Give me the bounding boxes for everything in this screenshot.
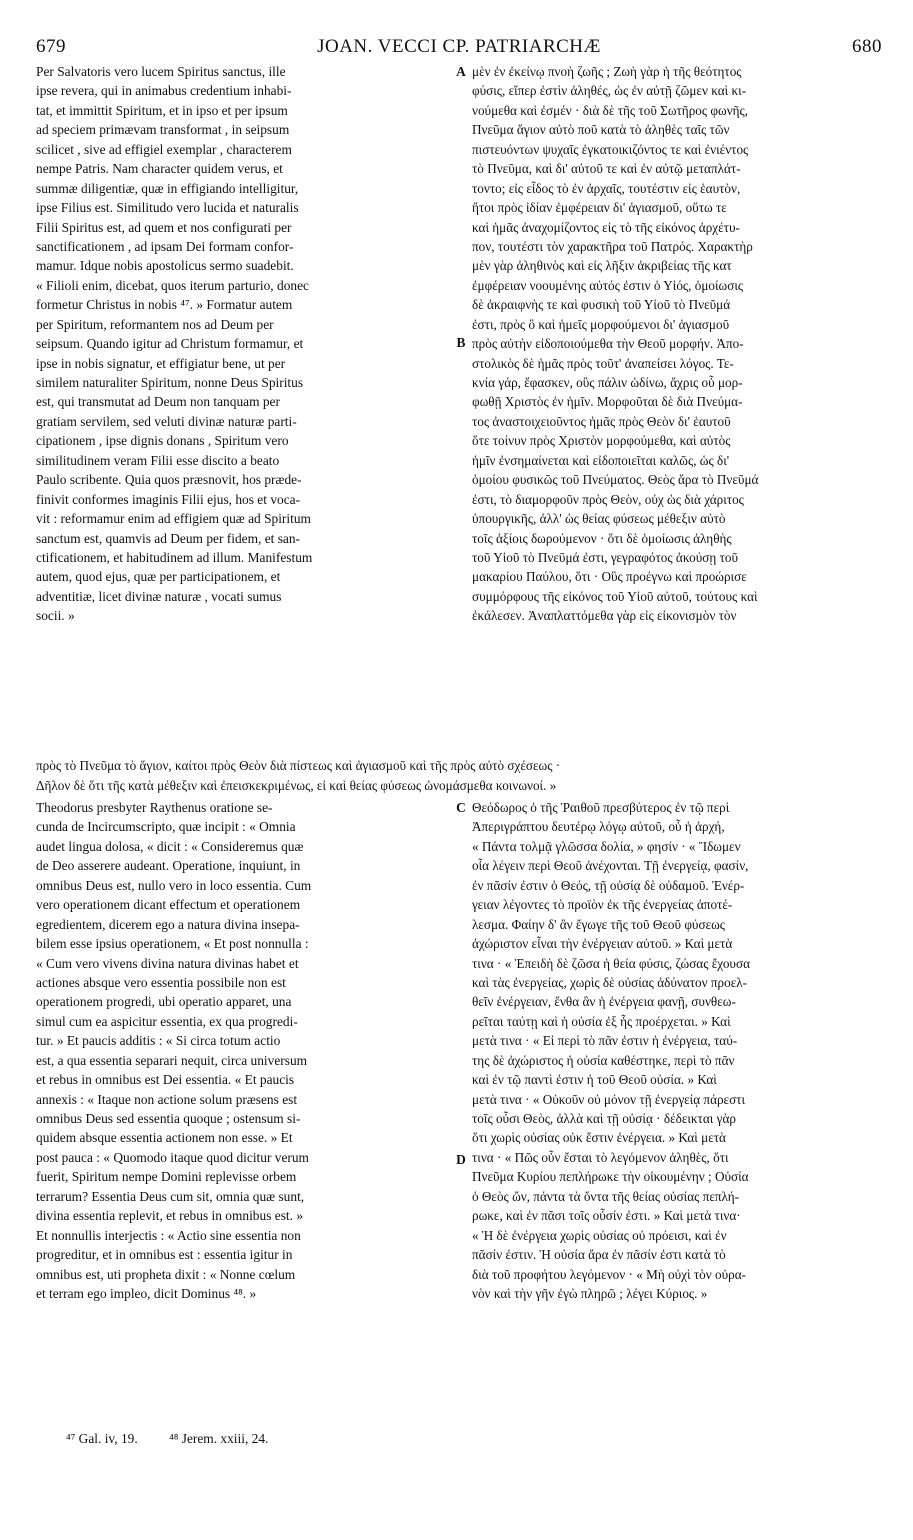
latin-column-bottom: [36, 798, 454, 1303]
text-line: πρὸς αὐτὴν εἰδοποιούμεθα τὴν Θεοῦ μορφήν. Ἀπο-: [472, 336, 744, 352]
footnote-48: ⁴⁸ Jerem. xxiii, 24.: [169, 1431, 269, 1446]
text-line: καὶ τὰς ἐνεργείας, χωρὶς δὲ οὐσίας ἀδύνατον προελ-: [472, 974, 748, 990]
text-line: scilicet , sive ad effigiel exemplar , characterem: [36, 141, 292, 157]
text-line: ὁμοίου φυσικῶς τοῦ Πνεύματος. Θεὸς ἄρα τὸ Πνεῦμά: [472, 472, 759, 488]
text-line: της δὲ ἀχώριστος ἡ οὐσία καθέστηκε, περὶ τὸ πᾶν: [472, 1052, 735, 1068]
text-line: πᾶσίν ἐστιν. Ἡ οὐσία ἄρα ἐν πᾶσίν ἐστι κατὰ τὸ: [472, 1247, 726, 1263]
text-line: στολικὸς δὲ ἡμᾶς πρὸς τοῦτ' ἀναπείσει λόγος. Τε-: [472, 355, 734, 371]
text-line: Πνεῦμα Κυρίου πεπλήρωκε τὴν οἰκουμένην ; Οὐσία: [472, 1169, 749, 1185]
text-line: omnibus Deus est, nullo vero in loco essentia. Cum: [36, 877, 312, 893]
text-line: Theodorus presbyter Raythenus oratione se-: [36, 800, 273, 815]
text-line: cipationem , ipse dignis donans , Spiritum vero: [36, 433, 289, 449]
text-line: est, qui transmutat ad Deum non tanquam per: [36, 394, 280, 410]
text-line: et rebus in omnibus est Dei essentia. « Et paucis: [36, 1072, 295, 1088]
section-marker-d: D: [456, 1152, 466, 1167]
text-line: terrarum? Essentia Deus cum sit, omnia quæ sunt,: [36, 1188, 305, 1204]
text-line: μὲν γὰρ ἀληθινὸς καὶ εἰς λῆξιν ἀκριβείας τῆς κατ: [472, 258, 732, 274]
text-line: ἐστι, πρὸς ὃ καὶ ἡμεῖς μορφούμενοι δι' ἁγιασμοῦ: [472, 316, 730, 332]
text-line: τινα · « Ἐπειδὴ δὲ ζῶσα ἡ θεία φύσις, ζώσας ἔχουσα: [472, 955, 750, 971]
text-line: καὶ ἐν τῷ παντὶ ἐστιν ἡ τοῦ Θεοῦ οὐσία. » Καὶ: [472, 1072, 717, 1088]
text-line: τος ἀναστοιχειοῦντος ἡμᾶς πρὸς Θεὸν δι' ἑαυτοῦ: [472, 413, 731, 429]
page-number-right: 680: [852, 36, 882, 57]
text-line: ἀχώριστον εἶναι τὴν ἐνέργειαν αὐτοῦ. » Καὶ μετὰ: [472, 936, 733, 952]
section-marker-b: B: [456, 335, 466, 350]
text-line: ipse Filius est. Similitudo vero lucida et naturalis: [36, 200, 299, 216]
text-line: μὲν ἐν ἐκείνῳ πνοὴ ζωῆς ; Ζωὴ γὰρ ἡ τῆς θεότητος: [472, 64, 742, 79]
text-line: θεῖν ἐνέργειαν, ἔνθα ἂν ἡ ἐνέργεια φανῇ, συνθεω-: [472, 994, 736, 1010]
text-line: fuerit, Spiritum nempe Domini replevisse orbem: [36, 1169, 297, 1185]
text-line: divina essentia replevit, et rebus in omnibus est. »: [36, 1208, 304, 1224]
text-line: nempe Patris. Nam character quidem verus, et: [36, 161, 283, 177]
text-line: ἐμφέρειαν νοουμένης αὐτός ἐστιν ὁ Υἱός, ὁμοίωσις: [472, 277, 744, 293]
text-line: post pauca : « Quomodo itaque quod dicitur verum: [36, 1149, 309, 1165]
page-number-left: 679: [36, 36, 66, 57]
latin-column-top: [36, 62, 454, 626]
text-line: et terram ego impleo, dicit Dominus ⁴⁸. »: [36, 1285, 257, 1301]
text-line: τοντο; εἰς εἶδος τὸ ἐν ἀρχαῖς, τουτέστιν εἰς ἑαυτὸν,: [472, 180, 741, 196]
text-line: Πνεῦμα ἅγιον αὐτὸ ποῦ κατὰ τὸ ἀληθὲς ταῖς τῶν: [472, 122, 730, 138]
text-line: τὸ Πνεῦμα, καὶ δι' αὐτοῦ τε καὶ ἐν αὐτῷ μεταπλάτ-: [472, 161, 741, 177]
text-line: οἷα λέγειν περὶ Θεοῦ ἀνέχονται. Τῇ ἐνεργείᾳ, φασίν,: [472, 858, 749, 874]
text-line: Θεόδωρος ὁ τῆς Ῥαιθοῦ πρεσβύτερος ἐν τῷ περὶ: [472, 800, 730, 815]
text-line: per Spiritum, reformantem nos ad Deum per: [36, 316, 274, 332]
text-line: γειαν λέγοντες τὸ προϊὸν ἐκ τῆς ἐνεργείας ἀποτέ-: [472, 897, 733, 913]
text-line: « Filioli enim, dicebat, quos iterum parturio, donec: [36, 277, 309, 293]
text-line: τοῖς ἀξίοις δωρούμενον · ὅτι δὲ ὁμοίωσις ἀληθὴς: [472, 530, 732, 546]
text-line: μακαρίου Παύλου, ὅτι · Οὓς προέγνω καὶ προώρισε: [472, 569, 747, 585]
text-line: λεσμα. Φαίην δ' ἂν ἔγωγε τῆς τοῦ Θεοῦ φύσεως: [472, 916, 726, 932]
text-line: cunda de Incircumscripto, quæ incipit : « Omnia: [36, 819, 296, 835]
text-line: operationem progredi, ubi operatio apparet, una: [36, 994, 292, 1010]
text-line: actiones absque vero essentia possibile non est: [36, 974, 286, 990]
text-line: δὲ ἀκραιφνὴς τε καὶ φυσικὴ τοῦ Υἱοῦ τὸ Πνεῦμά: [472, 297, 731, 313]
text-line: simul cum ea aspicitur essentia, ex qua progredi-: [36, 1013, 298, 1029]
text-line: annexis : « Itaque non actione solum præsens est: [36, 1091, 298, 1107]
text-line: summæ diligentiæ, quæ in effigiando intelligitur,: [36, 180, 299, 196]
text-line: similitudinem veram Filii esse discito a beato: [36, 452, 280, 468]
text-line: ρωκε, καὶ ἐν πᾶσι τοῖς οὖσίν ἐστι. » Καὶ μετὰ τινα·: [472, 1208, 741, 1224]
text-line: συμμόρφους τῆς εἰκόνος τοῦ Υἱοῦ αὐτοῦ, τούτους καὶ: [472, 588, 758, 604]
text-line: similem naturaliter Spiritum, nonne Deus Spiritus: [36, 375, 304, 390]
text-line: « Cum vero vivens divina natura divinas habet et: [36, 955, 299, 971]
text-line: νούμεθα καὶ ἐσμέν · διὰ δὲ τῆς τοῦ Σωτῆρος φωνῆς,: [472, 102, 749, 118]
text-line: κνία γάρ, ἔφασκεν, οὓς πάλιν ὠδίνω, ἄχρις οὗ μορ-: [472, 375, 743, 390]
text-line: Paulo scribente. Quia quos præsnovit, hos præde-: [36, 472, 302, 488]
text-line: adventitiæ, licet divinæ naturæ , vocati sumus: [36, 588, 282, 604]
text-line: ἡμῖν ἐνσημαίνεται καὶ εἰδοποιεῖται καλῶς, ὡς δι': [472, 452, 730, 468]
text-line: de Deo asserere audeant. Operatione, inquiunt, in: [36, 858, 301, 874]
text-line: ὅτε τοίνυν πρὸς Χριστὸν μορφούμεθα, καὶ αὐτὸς: [472, 433, 731, 449]
text-line: διὰ τοῦ προφήτου λεγόμενον · « Μὴ οὐχὶ τὸν οὐρα-: [472, 1266, 747, 1282]
text-line: « Ἡ δὲ ἐνέργεια χωρὶς οὐσίας οὐ πρόεισι, καὶ ἐν: [472, 1227, 727, 1243]
footnote-47: ⁴⁷ Gal. iv, 19.: [66, 1431, 138, 1446]
greek-column-top: [472, 62, 884, 626]
text-line: progreditur, et in omnibus est : essentia igitur in: [36, 1247, 293, 1263]
text-line: bilem esse ipsius operationem, « Et post nonnulla :: [36, 936, 309, 952]
text-line: socii. »: [36, 608, 75, 624]
text-line: ἐν πᾶσίν ἐστιν ὁ Θεός, τῇ οὐσίᾳ δὲ οὐδαμοῦ. Ἐνέρ-: [472, 877, 745, 893]
text-line: quidem absque essentia actionem non esse. » Et: [36, 1130, 293, 1146]
text-line: τινα · « Πῶς οὖν ἔσται τὸ λεγόμενον ἀληθὲς, ὅτι: [472, 1149, 729, 1165]
footnotes: [66, 1431, 296, 1447]
text-line: Et nonnullis interjectis : « Actio sine essentia non: [36, 1227, 301, 1243]
text-line: vero operationem dicant effectum et operationem: [36, 897, 301, 913]
text-line: πιστευόντων ψυχαῖς ἐγκατοικιζόντος τε καὶ ἐνιέντος: [472, 141, 749, 157]
page-header: [36, 36, 882, 62]
text-line: formetur Christus in nobis ⁴⁷. » Formatur autem: [36, 297, 293, 313]
text-line: egredientem, dicerem ego a natura divina insepa-: [36, 916, 300, 932]
text-line: « Πάντα τολμᾷ γλῶσσα δολία, » φησίν · « Ἴδωμεν: [472, 838, 741, 854]
section-marker-a: A: [456, 64, 466, 79]
text-line: καὶ ἡμᾶς ἀναχομίζοντος εἰς τὸ τῆς εἰκόνος ἀρχέτυ-: [472, 219, 740, 235]
text-line: ρεῖται ταύτῃ καὶ ἡ οὐσία ἐξ ἧς προέρχεται. » Καὶ: [472, 1013, 731, 1029]
text-line: τοῖς οὖσι Θεὸς, ἀλλὰ καὶ τῇ οὐσίᾳ · δέδεικται γὰρ: [472, 1111, 736, 1126]
text-line: ἤτοι πρὸς ἰδίαν ἐμφέρειαν δι' ἁγιασμοῦ, οὕτω τε: [472, 200, 727, 216]
text-line: ἐστι, τὸ διαμορφοῦν πρὸς Θεὸν, οὐχ ὡς διὰ χάριτος: [472, 491, 744, 507]
text-line: πον, τουτέστι τὸν χαρακτῆρα τοῦ Πατρός. Χαρακτὴρ: [472, 238, 753, 254]
text-line: ctificationem, et habitudinem ad illum. Manifestum: [36, 549, 313, 565]
text-line: sanctum est, quamvis ad Deum per fidem, et san-: [36, 530, 301, 546]
text-line: ὁ Θεὸς ὤν, πάντα τὰ ὄντα τῆς θείας οὐσίας πεπλή-: [472, 1188, 740, 1204]
text-line: μετὰ τινα · « Οὐκοῦν οὐ μόνον τῇ ἐνεργείᾳ πάρεστι: [472, 1091, 746, 1107]
text-line: νὸν καὶ τὴν γῆν ἐγὼ πληρῶ ; λέγει Κύριος. »: [472, 1285, 708, 1301]
text-line: Ἀπεριγράπτου δευτέρῳ λόγῳ αὐτοῦ, οὗ ἡ ἀρχή,: [472, 819, 725, 835]
text-line: ὑπουργικῆς, ἀλλ' ὡς θείας φύσεως μέθεξιν αὐτὸ: [472, 511, 726, 527]
text-line: est, a qua essentia separari nequit, circa universum: [36, 1052, 308, 1068]
text-line: gratiam servilem, sed veluti divinæ naturæ parti-: [36, 413, 297, 429]
text-line: omnibus Deus sed essentia quoque ; ostensum si-: [36, 1111, 301, 1126]
text-line: finivit conformes imaginis Filii ejus, hos et voca-: [36, 491, 301, 507]
text-line: Δῆλον δὲ ὅτι τῆς κατὰ μέθεξιν καὶ ἐπεισκεκριμένως, εἰ καὶ θείας φύσεως ὠνομάσμεθα κοινωνοί. »: [36, 777, 557, 793]
text-line: τοῦ Υἱοῦ τὸ Πνεῦμά ἐστι, γεγραφότος ἀκούσῃ τοῦ: [472, 549, 739, 565]
text-line: seipsum. Quando igitur ad Christum formamur, et: [36, 336, 304, 352]
text-line: autem, quod ejus, quæ per participationem, et: [36, 569, 281, 585]
text-line: Filii Spiritus est, ad quem et nos configurati per: [36, 219, 292, 235]
text-line: ipse revera, qui in animabus credentium inhabi-: [36, 83, 292, 99]
text-line: omnibus est, uti propheta dixit : « Nonne cœlum: [36, 1266, 296, 1282]
greek-column-bottom: [472, 798, 884, 1303]
text-line: πρὸς τὸ Πνεῦμα τὸ ἅγιον, καίτοι πρὸς Θεὸν διὰ πίστεως καὶ ἁγιασμοῦ καὶ τῆς πρὸς αὐτὸ σχέσεως ·: [36, 758, 561, 773]
text-line: audet lingua dolosa, « dicit : « Consideremus quæ: [36, 838, 304, 854]
text-line: μετὰ τινα · « Εἰ περὶ τὸ πᾶν ἐστιν ἡ ἐνέργεια, ταύ-: [472, 1033, 738, 1049]
text-line: tat, et immittit Spiritum, et in ipso et per ipsum: [36, 102, 288, 118]
text-line: ἐκάλεσεν. Ἀναπλαττόμεθα γὰρ εἰς εἰκονισμὸν τὸν: [472, 608, 737, 624]
text-line: ὅτι χωρὶς οὐσίας οὐκ ἔστιν ἐνέργεια. » Καὶ μετὰ: [472, 1130, 726, 1146]
text-line: ipse in nobis signatur, et effigiatur bene, ut per: [36, 355, 286, 371]
text-line: vit : reformamur enim ad effigiem quæ ad Spiritum: [36, 511, 311, 527]
text-line: mamur. Idque nobis apostolicus sermo suadebit.: [36, 258, 294, 274]
text-line: φωθῇ Χριστὸς ἐν ἡμῖν. Μορφοῦται δὲ διὰ Πνεύμα-: [472, 394, 743, 410]
text-line: sanctificationem , ad ipsam Dei formam confor-: [36, 238, 294, 254]
section-marker-c: C: [456, 800, 466, 815]
text-line: ad speciem primævam transformat , in seipsum: [36, 122, 290, 138]
running-title: JOAN. VECCI CP. PATRIARCHÆ: [317, 36, 601, 57]
text-line: Per Salvatoris vero lucem Spiritus sanctus, ille: [36, 64, 286, 79]
text-line: tur. » Et paucis additis : « Si circa totum actio: [36, 1033, 281, 1049]
greek-bridge-lines: [36, 756, 884, 795]
text-line: φύσις, εἴπερ ἐστὶν ἀληθές, ὡς ἐν αὐτῇ ζῶμεν καὶ κι-: [472, 83, 747, 99]
